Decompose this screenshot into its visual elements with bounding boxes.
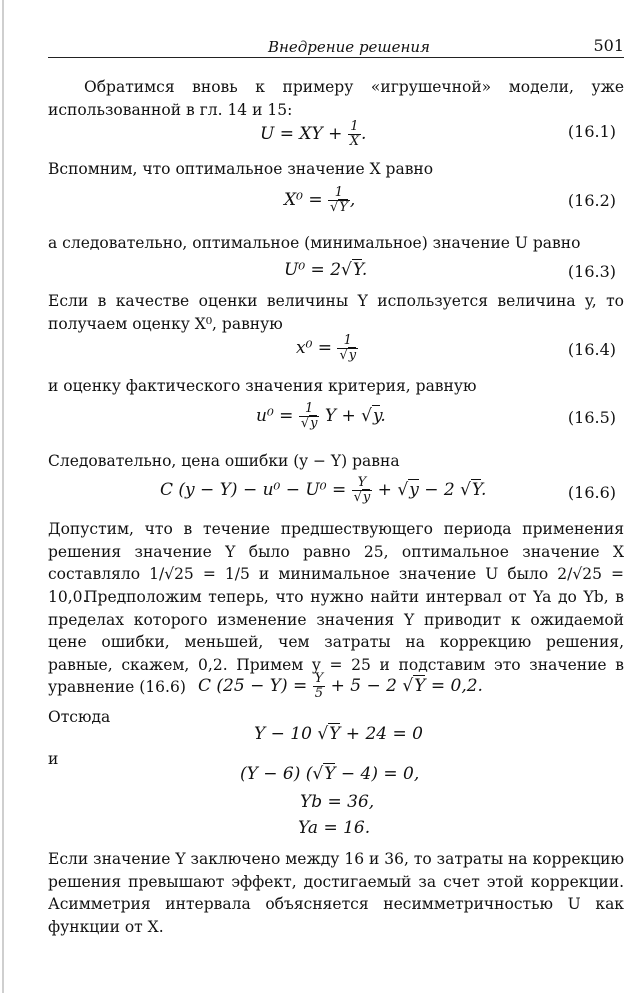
eq-part: C (25 − Y) = [198, 676, 313, 696]
sqrt-sign: √ [402, 676, 414, 696]
radicand: Y [414, 676, 426, 696]
numerator: 1 [328, 186, 350, 201]
equation-16-1 [260, 120, 366, 149]
equation-substituted [198, 672, 483, 701]
sqrt-sign: √ [460, 480, 471, 500]
eq-part: = 0,2. [425, 676, 483, 696]
eq-part: + [372, 480, 398, 500]
denominator [299, 417, 320, 431]
eq-part: x⁰ = [296, 338, 338, 358]
radicand: Y [329, 724, 341, 744]
equation-number: (16.2) [567, 191, 616, 210]
fraction [299, 402, 320, 431]
equation-ya: Ya = 16. [298, 818, 371, 838]
denominator: X [349, 134, 360, 149]
equation-number: (16.1) [567, 122, 616, 141]
eq-part: U⁰ = 2 [284, 260, 342, 280]
paragraph: Предположим теперь, что нужно найти интервал от Ya до Yb, в пределах которого изменение значения Y приводит к ожидаемой цене ошибки, меньшей, чем затраты на коррекцию решения, равные, скажем, 0,2. Примем y = 25 и подставим это значение в уравнение (16.6) [48, 588, 624, 696]
radicand: y [409, 480, 419, 500]
equation-16-3 [284, 260, 367, 280]
eq-part: , [349, 190, 356, 210]
eq-part: u⁰ = [256, 406, 299, 426]
equation-16-5 [256, 402, 386, 431]
equation-number: (16.6) [567, 483, 616, 502]
eq-part: + 24 = 0 [340, 724, 423, 744]
equation-16-2 [284, 186, 355, 215]
eq-part: U = XY + [260, 124, 348, 144]
equation-number: (16.3) [567, 262, 616, 281]
page-number: 501 [593, 36, 624, 55]
fraction [328, 186, 350, 215]
equation-number: (16.4) [567, 340, 616, 359]
paragraph-intro: Обратимся вновь к примеру «игрушечной» модели, уже использованной в гл. 14 и 15: [48, 78, 624, 119]
sqrt-sign: √ [361, 406, 373, 426]
eq-part: Y − 10 [254, 724, 318, 744]
paragraph: Вспомним, что оптимальное значение X равно [48, 160, 434, 178]
sqrt-sign: √ [300, 416, 310, 431]
eq-part: + 5 − 2 [325, 676, 403, 696]
paragraph: Отсюда [48, 708, 111, 726]
paragraph: и [48, 750, 59, 768]
radicand: Y [324, 764, 336, 784]
sqrt-sign: √ [353, 490, 362, 505]
eq-part: . [361, 124, 367, 144]
eq-part: C (y − Y) − u⁰ − U⁰ = [160, 480, 352, 500]
fraction [352, 476, 373, 505]
header-rule [48, 57, 624, 58]
sqrt-sign: √ [312, 764, 324, 784]
denominator: 5 [314, 686, 324, 701]
numerator: 1 [299, 402, 320, 417]
numerator: Y [352, 476, 373, 491]
eq-part: . [380, 406, 386, 426]
denominator [337, 349, 358, 363]
running-header [48, 34, 624, 58]
eq-part: − 2 [418, 480, 461, 500]
radicand: Y [352, 260, 362, 280]
running-title: Внедрение решения [268, 38, 430, 56]
paragraph: Если в качестве оценки величины Y используется величина y, то получаем оценку X⁰, равную [48, 292, 624, 333]
radicand: y [373, 406, 381, 426]
eq-part: . [480, 480, 487, 500]
fraction [337, 334, 358, 363]
paragraph-conclusion: Если значение Y заключено между 16 и 36, то затраты на коррекцию решения превышают эффект, достигаемый за счет этой коррекции. Асимметрия интервала объясняется несимметричностью U как функции от X. [48, 850, 624, 936]
numerator: Y [314, 671, 324, 686]
sqrt-sign: √ [329, 200, 339, 215]
equation-16-4 [296, 334, 358, 363]
fraction [313, 672, 326, 701]
numerator: 1 [337, 334, 358, 349]
radicand: y [362, 490, 371, 505]
scan-edge [2, 0, 4, 993]
eq-part: (Y − 6) ( [240, 764, 313, 784]
sqrt-sign: √ [397, 480, 409, 500]
fraction [348, 120, 361, 149]
equation-factored [240, 764, 419, 784]
sqrt-sign: √ [341, 260, 352, 280]
radicand: Y [339, 200, 348, 215]
paragraph: а следовательно, оптимальное (минимальное) значение U равно [48, 234, 581, 252]
eq-part: X⁰ = [284, 190, 328, 210]
equation-16-6 [160, 476, 486, 505]
radicand: y [348, 348, 357, 363]
eq-part: Y + [319, 406, 362, 426]
paragraph: Допустим, что в течение предшествующего периода применения решения значение Y было равно 25, оптимальное значение X составляло 1/√25 = 1/5 и минимальное значение U было 2/√25 = 10,0. [48, 520, 624, 606]
eq-part: − 4) = 0, [335, 764, 420, 784]
denominator [328, 201, 350, 215]
sqrt-sign: √ [339, 348, 348, 363]
paragraph: Следовательно, цена ошибки (y − Y) равна [48, 452, 400, 470]
paragraph: и оценку фактического значения критерия, равную [48, 377, 477, 395]
numerator: 1 [348, 120, 361, 135]
denominator [352, 491, 373, 505]
equation-number: (16.5) [567, 408, 616, 427]
radicand: Y [471, 480, 481, 500]
eq-part: . [361, 260, 368, 280]
equation-yb: Yb = 36, [300, 792, 375, 812]
equation-quadratic [254, 724, 423, 744]
radicand: y [310, 416, 318, 431]
sqrt-sign: √ [317, 724, 329, 744]
